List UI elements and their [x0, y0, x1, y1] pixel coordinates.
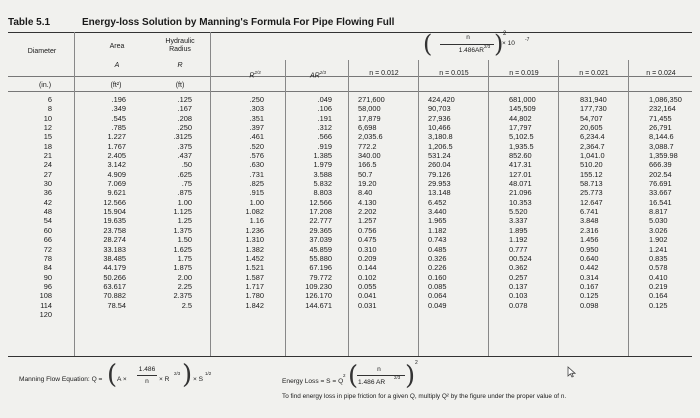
- diameter-cell: 30: [43, 179, 52, 189]
- r23-cell: 1.16: [249, 216, 264, 226]
- r23-cell: 1.842: [245, 300, 264, 310]
- n024-cell: 202.54: [649, 169, 672, 179]
- n021-cell: 0.167: [580, 281, 599, 291]
- n015-cell: 424,420: [428, 95, 455, 104]
- ar23-cell: 45.859: [309, 244, 332, 254]
- n012-cell: 19.20: [358, 179, 377, 189]
- n021-cell: 6,234.4: [580, 132, 605, 142]
- n021-cell: 0.442: [580, 263, 599, 273]
- table-number: Table 5.1: [8, 17, 51, 28]
- n012-cell: 0.041: [358, 291, 377, 301]
- n015-cell: 1.965: [428, 216, 447, 226]
- area-cell: 2.405: [107, 151, 126, 161]
- ar23-cell: 67.196: [309, 263, 332, 273]
- energy-den: 1.486 AR: [358, 379, 386, 386]
- r23-cell: .303: [249, 104, 264, 114]
- n024-cell: 3,088.7: [649, 141, 674, 151]
- n015-cell: 13.148: [428, 188, 451, 198]
- radius-cell: .437: [177, 151, 192, 161]
- n019-cell: 5.520: [509, 207, 528, 217]
- n015-cell: 29.953: [428, 179, 451, 189]
- area-cell: 44.179: [103, 263, 126, 273]
- n019-cell: 44,802: [509, 113, 532, 123]
- radius-cell: .167: [177, 104, 192, 114]
- n015-column: [428, 95, 478, 310]
- area-cell: 15.904: [103, 207, 126, 217]
- radius-cell: .208: [177, 113, 192, 123]
- area-column: [94, 95, 126, 310]
- top-factor-n: n: [466, 34, 470, 41]
- manning-label: Manning Flow Equation: Q =: [19, 376, 103, 383]
- sym-AR23: [298, 70, 338, 79]
- n021-cell: 177,730: [580, 104, 607, 114]
- ar23-cell: 29.365: [309, 225, 332, 235]
- n021-cell: 0.098: [580, 300, 599, 310]
- n019-cell: 10.353: [509, 197, 532, 207]
- unit-in: (in.): [38, 82, 52, 89]
- col-sep-6: [488, 60, 489, 356]
- col-sep-8: [628, 60, 629, 356]
- ar23-cell: .049: [317, 95, 332, 104]
- n012-cell: 772.2: [358, 141, 377, 151]
- diameter-cell: 66: [43, 235, 52, 245]
- area-cell: .785: [111, 123, 126, 133]
- radius-cell: 1.25: [177, 216, 192, 226]
- area-cell: 50.266: [103, 272, 126, 282]
- diameter-cell: 96: [43, 281, 52, 291]
- n015-cell: 1,206.5: [428, 141, 453, 151]
- n019-cell: 0.257: [509, 272, 528, 282]
- n015-cell: 0.049: [428, 300, 447, 310]
- r23-cell: 1.587: [245, 272, 264, 282]
- radius-column: [160, 95, 192, 310]
- ar23-cell: 8.803: [313, 188, 332, 198]
- col-sep-5: [418, 60, 419, 356]
- n012-cell: 2,035.6: [358, 132, 383, 142]
- area-cell: 78.54: [107, 300, 126, 310]
- r23-cell: 1.521: [245, 263, 264, 273]
- n015-cell: 6.452: [428, 197, 447, 207]
- diameter-cell: 6: [47, 95, 52, 104]
- area-cell: 28.274: [103, 235, 126, 245]
- sym-R: R: [177, 62, 183, 69]
- area-cell: 63.617: [103, 281, 126, 291]
- sym-R23: [235, 70, 275, 79]
- manning-num: 1.486: [138, 366, 156, 373]
- n021-cell: 1.456: [580, 235, 599, 245]
- diameter-cell: 24: [43, 160, 52, 170]
- n019-cell: 681,000: [509, 95, 536, 104]
- n021-cell: 25.773: [580, 188, 603, 198]
- n012-cell: 0.475: [358, 235, 377, 245]
- n024-cell: 16.541: [649, 197, 672, 207]
- area-cell: 4.909: [107, 169, 126, 179]
- n019-cell: 0.362: [509, 263, 528, 273]
- header-radius: Radius: [169, 46, 191, 53]
- area-cell: 70.882: [103, 291, 126, 301]
- n024-cell: 232,164: [649, 104, 676, 114]
- unit-ft: (ft): [175, 82, 185, 89]
- ar23-cell: .566: [317, 132, 332, 142]
- area-cell: .349: [111, 104, 126, 114]
- n015-cell: 0.226: [428, 263, 447, 273]
- n019-cell: 48.071: [509, 179, 532, 189]
- radius-cell: 2.00: [177, 272, 192, 282]
- diameter-cell: 54: [43, 216, 52, 226]
- col-sep-3: [285, 60, 286, 356]
- col-sep-1: [74, 32, 75, 356]
- manning-R: × R: [159, 376, 170, 383]
- header-n019: n = 0.019: [509, 70, 539, 77]
- mouse-cursor-icon: [567, 366, 576, 378]
- ar23-cell: 1.979: [313, 160, 332, 170]
- n021-cell: 58.713: [580, 179, 603, 189]
- n024-cell: 1.241: [649, 244, 668, 254]
- diameter-cell: 78: [43, 253, 52, 263]
- n012-cell: 2.202: [358, 207, 377, 217]
- n024-cell: 0.410: [649, 272, 668, 282]
- diameter-cell: 18: [43, 141, 52, 151]
- n012-cell: 4.130: [358, 197, 377, 207]
- ar23-cell: 22.777: [309, 216, 332, 226]
- sym-R23-exp: 2/3: [254, 70, 261, 75]
- n024-cell: 33.667: [649, 188, 672, 198]
- ar23-cell: 55.880: [309, 253, 332, 263]
- n012-cell: 6,698: [358, 123, 377, 133]
- n021-cell: 1,041.0: [580, 151, 605, 161]
- n024-cell: 76.691: [649, 179, 672, 189]
- diameter-cell: 15: [43, 132, 52, 142]
- n021-cell: 831,940: [580, 95, 607, 104]
- n015-cell: 3,180.8: [428, 132, 453, 142]
- n024-cell: 8,144.6: [649, 132, 674, 142]
- n012-cell: 0.756: [358, 225, 377, 235]
- n012-cell: 0.031: [358, 300, 377, 310]
- n012-cell: 271,600: [358, 95, 385, 104]
- r23-cell: .825: [249, 179, 264, 189]
- unit-ft2: (ft²): [110, 82, 122, 89]
- energy-num: n: [377, 366, 381, 373]
- n015-cell: 0.743: [428, 235, 447, 245]
- n019-cell: 3.337: [509, 216, 528, 226]
- n019-cell: 0.078: [509, 300, 528, 310]
- r23-cell: 1.780: [245, 291, 264, 301]
- manning-A: A ×: [117, 376, 127, 383]
- r23-cell: 1.452: [245, 253, 264, 263]
- n024-cell: 71,455: [649, 113, 672, 123]
- sym-A: A: [114, 62, 120, 69]
- ar23-cell: .106: [317, 104, 332, 114]
- n021-cell: 0.640: [580, 253, 599, 263]
- area-cell: 3.142: [107, 160, 126, 170]
- radius-cell: .875: [177, 188, 192, 198]
- n019-cell: 1.895: [509, 225, 528, 235]
- n015-cell: 531.24: [428, 151, 451, 161]
- diameter-cell: 42: [43, 197, 52, 207]
- n021-column: [580, 95, 625, 310]
- n021-cell: 20,605: [580, 123, 603, 133]
- diameter-cell: 84: [43, 263, 52, 273]
- area-cell: 7.069: [107, 179, 126, 189]
- radius-cell: 1.625: [173, 244, 192, 254]
- ar23-cell: .312: [317, 123, 332, 133]
- n012-cell: 0.310: [358, 244, 377, 254]
- top-factor-denom-exp: 2/3: [484, 44, 491, 49]
- diameter-cell: 108: [39, 291, 52, 301]
- radius-cell: .75: [181, 179, 192, 189]
- n015-cell: 0.085: [428, 281, 447, 291]
- ar23-cell: 17.208: [309, 207, 332, 217]
- area-cell: 23.758: [103, 225, 126, 235]
- n012-cell: 8.40: [358, 188, 373, 198]
- radius-cell: .625: [177, 169, 192, 179]
- diameter-cell: 48: [43, 207, 52, 217]
- n024-cell: 0.835: [649, 253, 668, 263]
- area-cell: 9.621: [107, 188, 126, 198]
- n015-cell: 3.440: [428, 207, 447, 217]
- r23-cell: 1.382: [245, 244, 264, 254]
- n019-cell: 21.096: [509, 188, 532, 198]
- diameter-cell: 8: [47, 104, 52, 114]
- col-sep-4: [348, 60, 349, 356]
- top-factor-power: 2: [503, 31, 507, 37]
- n012-cell: 1.257: [358, 216, 377, 226]
- header-n021: n = 0.021: [579, 70, 609, 77]
- n015-cell: 90,703: [428, 104, 451, 114]
- ar23-cell: 109.230: [305, 281, 332, 291]
- radius-cell: .125: [177, 95, 192, 104]
- radius-cell: .50: [181, 160, 192, 170]
- n012-cell: 340.00: [358, 151, 381, 161]
- header-n015: n = 0.015: [439, 70, 469, 77]
- manning-S-exp: 1/2: [205, 371, 212, 376]
- r23-column: [238, 95, 264, 310]
- r23-cell: .731: [249, 169, 264, 179]
- r23-cell: 1.236: [245, 225, 264, 235]
- n021-cell: 6.741: [580, 207, 599, 217]
- top-factor-scale-exp: -7: [525, 37, 530, 43]
- n024-cell: 666.39: [649, 160, 672, 170]
- diameter-cell: 114: [40, 300, 52, 310]
- n012-column: [358, 95, 408, 310]
- manning-den: n: [145, 378, 149, 385]
- n012-cell: 0.055: [358, 281, 377, 291]
- manning-table-page: Table 5.1 Energy-loss Solution by Manning's Formula For Pipe Flowing Full Diameter Area Hydraulic Radius ( n 1.486AR 2/3 ) 2 × 10 -7 A R $R^{2/3}$ $AR^{2/3}$ n = 0.012 n = 0.015 n = 0.019 n = 0.021 n = 0.024 (in.) (ft²) (ft) 6 8 10 12 15 18 21 24 27 30 36 42 48 54 60 66 72 78 84 90 96 108 114 120 .196 .349 .545 .785 1.227 1.767 2.405 3.142 4.909 7.069 9.621 12.566 15.904 19.635 23.758 28.274 33.183 38.485 44.179 50.266 63.617 70.882 78.54 .125 .167 .208 .250 .3125 .375 .437 .50 .625 .75 .875 1.00 1.125 1.25 1.375 1.50 1.625 1.75 1.875 2.00 2.25 2.375 2.5 .250 .303 .351 .397 .461 .520 .576 .630 .731 .825 .915 1.00 1.082 1.16 1.236 1.310 1.382 1.452 1.521 1.587 1.717 1.780 1.842 .049 .106 .191 .312 .566 .919 1.385 1.979 3.588 5.832 8.803 12.566 17.208 22.777 29.365 37.039 45.859 55.880 67.196 79.772 109.230 126.170 144.671 271,600 58,000 17,879 6,698 2,035.6 772.2 340.00 166.5 50.7 19.20 8.40 4.130 2.202 1.257 0.756 0.475 0.310 0.209 0.144 0.102 0.055 0.041 0.031 424,420 90,703 27,936 10,466 3,180.8 1,206.5 531.24 260.04 79.126 29.953 13.148 6.452 3.440 1.965 1.182 0.743 0.485 0.326 0.226 0.160 0.085 0.064 0.049 681,000 145,509 44,802 17,797 5,102.5 1,935.5 852.60 417.31 127.01 48.071 21.096 10.353 5.520 3.337 1.895 1.192 0.777 00.524 0.362 0.257 0.137 0.103 0.078 831,940 177,730 54,707 20,605 6,234.4 2,364.7 1,041.0 510.20 155.12 58.713 25.773 12.647 6.741 3.848 2.316 1.456 0.950 0.640 0.442 0.314 0.167 0.125 0.098 1,086,350 232,164 71,455 26,791 8,144.6 3,088.7 1,359.98 666.39 202.54 76.691 33.667 16.541 8.817 5.030 3.026 1.902 1.241 0.835 0.578 0.410 0.219 0.164 0.125 Manning Flow Equation: Q = ( A × 1.486 n × R 2/3 ) × S 1/2 Energy Loss = S = Q 2 ( n 1.486 AR 2/3 ) 2 To find energy loss in pipe friction for a given Q, multiply Q² by the figure under the proper value of n.: [0, 0, 700, 418]
- n024-cell: 0.164: [649, 291, 668, 301]
- n012-cell: 0.144: [358, 263, 377, 273]
- n019-column: [509, 95, 554, 310]
- radius-cell: 1.875: [173, 263, 192, 273]
- header-n024: n = 0.024: [646, 70, 676, 77]
- radius-cell: 2.375: [173, 291, 192, 301]
- diameter-cell: 27: [43, 169, 52, 179]
- radius-cell: .375: [177, 141, 192, 151]
- r23-cell: .520: [249, 141, 264, 151]
- diameter-cell: 90: [43, 272, 52, 282]
- n024-cell: 8.817: [649, 207, 668, 217]
- n015-cell: 260.04: [428, 160, 451, 170]
- n012-cell: 166.5: [358, 160, 377, 170]
- n024-cell: 0.219: [649, 281, 668, 291]
- area-cell: 1.227: [107, 132, 126, 142]
- n019-cell: 1,935.5: [509, 141, 534, 151]
- area-cell: 1.767: [107, 141, 126, 151]
- ar23-cell: .191: [317, 113, 332, 123]
- r23-cell: 1.310: [245, 235, 264, 245]
- r23-cell: .351: [249, 113, 264, 123]
- n024-cell: 0.125: [649, 300, 668, 310]
- n015-cell: 0.326: [428, 253, 447, 263]
- n021-cell: 0.950: [580, 244, 599, 254]
- ar23-cell: 1.385: [313, 151, 332, 161]
- r23-cell: 1.717: [245, 281, 264, 291]
- header-top-rule: [8, 32, 692, 33]
- r23-cell: 1.082: [245, 207, 264, 217]
- n015-cell: 1.182: [428, 225, 447, 235]
- ar23-cell: 79.772: [309, 272, 332, 282]
- n019-cell: 145,509: [509, 104, 536, 114]
- n012-cell: 17,879: [358, 113, 381, 123]
- n012-cell: 0.209: [358, 253, 377, 263]
- radius-cell: 1.50: [177, 235, 192, 245]
- top-factor-denom: 1.486AR: [458, 47, 484, 54]
- n015-cell: 10,466: [428, 123, 451, 133]
- ar23-cell: 144.671: [305, 300, 332, 310]
- area-cell: 19.635: [103, 216, 126, 226]
- footer-note: To find energy loss in pipe friction for a given Q, multiply Q² by the figure under the proper value of n.: [282, 393, 567, 400]
- r23-cell: .576: [249, 151, 264, 161]
- ar23-cell: 126.170: [305, 291, 332, 301]
- n019-cell: 127.01: [509, 169, 532, 179]
- n024-cell: 1.902: [649, 235, 668, 245]
- n019-cell: 417.31: [509, 160, 532, 170]
- n024-cell: 5.030: [649, 216, 668, 226]
- radius-cell: 1.00: [177, 197, 192, 207]
- ar23-cell: 5.832: [313, 179, 332, 189]
- diameter-cell: 36: [43, 188, 52, 198]
- radius-cell: 1.375: [173, 225, 192, 235]
- r23-cell: .915: [249, 188, 264, 198]
- manning-S: × S: [193, 376, 204, 383]
- ar23-cell: .919: [317, 141, 332, 151]
- area-cell: .545: [111, 113, 126, 123]
- diameter-cell: 21: [43, 151, 52, 161]
- area-cell: 38.485: [103, 253, 126, 263]
- radius-cell: .250: [177, 123, 192, 133]
- sym-AR23-base: AR: [310, 72, 320, 80]
- r23-cell: .461: [249, 132, 264, 142]
- n021-cell: 0.314: [580, 272, 599, 282]
- n015-cell: 0.160: [428, 272, 447, 282]
- n021-cell: 12.647: [580, 197, 603, 207]
- table-title: Energy-loss Solution by Manning's Formula For Pipe Flowing Full: [82, 17, 395, 28]
- n024-cell: 3.026: [649, 225, 668, 235]
- r23-cell: .250: [249, 95, 264, 104]
- n021-cell: 2.316: [580, 225, 599, 235]
- n019-cell: 0.137: [509, 281, 528, 291]
- radius-cell: 2.25: [177, 281, 192, 291]
- r23-cell: .630: [249, 160, 264, 170]
- n015-cell: 27,936: [428, 113, 451, 123]
- sym-R23-base: R: [249, 72, 255, 80]
- energy-power: 2: [415, 360, 418, 366]
- r23-cell: 1.00: [249, 197, 264, 207]
- n021-cell: 3.848: [580, 216, 599, 226]
- n019-cell: 852.60: [509, 151, 532, 161]
- n015-cell: 79.126: [428, 169, 451, 179]
- n021-cell: 2,364.7: [580, 141, 605, 151]
- radius-cell: 1.125: [173, 207, 192, 217]
- energy-label: Energy Loss = S = Q: [282, 378, 344, 385]
- n012-cell: 58,000: [358, 104, 381, 114]
- area-cell: 33.183: [103, 244, 126, 254]
- radius-cell: 1.75: [177, 253, 192, 263]
- r23-cell: .397: [249, 123, 264, 133]
- n024-cell: 0.578: [649, 263, 668, 273]
- n015-cell: 0.485: [428, 244, 447, 254]
- n015-cell: 0.064: [428, 291, 447, 301]
- ar23-cell: 3.588: [313, 169, 332, 179]
- n021-cell: 155.12: [580, 169, 603, 179]
- diameter-cell: 12: [43, 123, 52, 133]
- diameter-column: [30, 95, 52, 319]
- header-diameter: Diameter: [27, 48, 57, 55]
- diameter-cell: 10: [43, 113, 52, 123]
- manning-R-exp: 2/3: [174, 371, 181, 376]
- n024-cell: 1,086,350: [649, 95, 682, 104]
- ar23-column: [302, 95, 332, 310]
- energy-Q-exp: 2: [343, 373, 346, 378]
- header-hydraulic: Hydraulic: [165, 38, 195, 45]
- area-cell: 12.566: [103, 197, 126, 207]
- diameter-cell: 72: [43, 244, 52, 254]
- n019-cell: 5,102.5: [509, 132, 534, 142]
- area-cell: .196: [111, 95, 126, 104]
- n019-cell: 00.524: [509, 253, 532, 263]
- col-sep-7: [558, 60, 559, 356]
- table-bottom-rule: [8, 356, 692, 357]
- n021-cell: 510.20: [580, 160, 603, 170]
- top-factor-scale: × 10: [502, 40, 515, 47]
- n024-cell: 26,791: [649, 123, 672, 133]
- units-rule: [8, 91, 692, 92]
- n024-cell: 1,359.98: [649, 151, 678, 161]
- n021-cell: 54,707: [580, 113, 603, 123]
- header-area: Area: [109, 43, 125, 50]
- diameter-cell: 60: [43, 225, 52, 235]
- col-sep-2: [210, 32, 211, 356]
- ar23-cell: 37.039: [309, 235, 332, 245]
- radius-cell: .3125: [173, 132, 192, 142]
- energy-den-exp: 2/3: [394, 375, 401, 380]
- n019-cell: 0.103: [509, 291, 528, 301]
- n012-cell: 0.102: [358, 272, 377, 282]
- diameter-cell: 120: [39, 309, 52, 319]
- n021-cell: 0.125: [580, 291, 599, 301]
- n019-cell: 1.192: [509, 235, 528, 245]
- n019-cell: 17,797: [509, 123, 532, 133]
- ar23-cell: 12.566: [309, 197, 332, 207]
- n012-cell: 50.7: [358, 169, 373, 179]
- radius-cell: 2.5: [181, 300, 192, 310]
- n019-cell: 0.777: [509, 244, 528, 254]
- header-n012: n = 0.012: [369, 70, 399, 77]
- sym-AR23-exp: 2/3: [319, 70, 326, 75]
- n024-column: [649, 95, 694, 310]
